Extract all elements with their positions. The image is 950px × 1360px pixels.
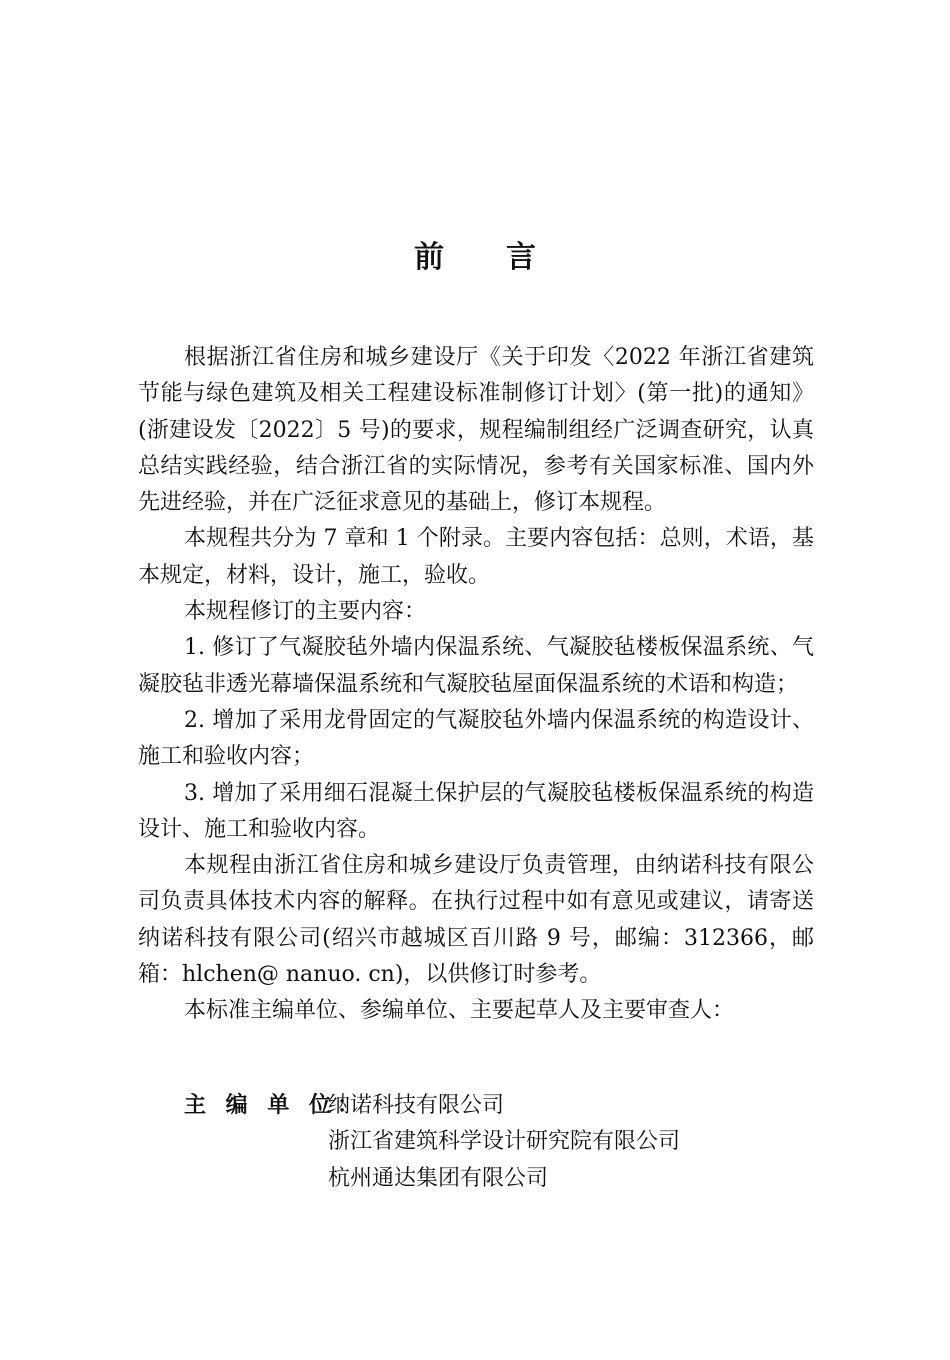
paragraph-revision-item-3: 3. 增加了采用细石混凝土保护层的气凝胶毡楼板保温系统的构造设计、施工和验收内容。 bbox=[138, 780, 814, 842]
chief-editor-unit: 杭州通达集团有限公司 bbox=[328, 1165, 549, 1191]
title-char-2: 言 bbox=[506, 240, 536, 275]
paragraph-basis: 根据浙江省住房和城乡建设厅《关于印发〈2022 年浙江省建筑节能与绿色建筑及相关工程建设标准制修订计划〉(第一批)的通知》(浙建设发〔2022〕5 号)的要求，规程编制组经广泛调查研究，认真总结实践经验，结合浙江省的实际情况，参考有关国家标准、国内外先进经验，并在广泛征求意见的基础上，修订本规程。 bbox=[138, 345, 814, 516]
paragraph-revision-item-1: 1. 修订了气凝胶毡外墙内保温系统、气凝胶毡楼板保温系统、气凝胶毡非透光幕墙保温系统和气凝胶毡屋面保温系统的术语和构造； bbox=[138, 635, 814, 697]
paragraph-units-intro: 本标准主编单位、参编单位、主要起草人及主要审查人： bbox=[184, 998, 735, 1024]
paragraph-revision-intro: 本规程修订的主要内容： bbox=[184, 599, 427, 625]
paragraph-revision-item-2: 2. 增加了采用龙骨固定的气凝胶毡外墙内保温系统的构造设计、施工和验收内容； bbox=[138, 707, 814, 770]
title-char-1: 前 bbox=[414, 240, 444, 275]
paragraph-structure: 本规程共分为 7 章和 1 个附录。主要内容包括：总则，术语，基本规定，材料，设计，施工，验收。 bbox=[138, 526, 814, 588]
paragraph-management: 本规程由浙江省住房和城乡建设厅负责管理，由纳诺科技有限公司负责具体技术内容的解释。在执行过程中如有意见或建议，请寄送纳诺科技有限公司(绍兴市越城区百川路 9 号，邮编：312366，邮箱：hlchen@ nanuo. cn)，以供修订时参考。 bbox=[138, 853, 814, 988]
chief-editor-unit: 纳诺科技有限公司 bbox=[328, 1093, 505, 1118]
chief-editors-label: 主 编 单 位： bbox=[184, 1093, 365, 1118]
preface-body bbox=[138, 340, 814, 1030]
chief-editors-block bbox=[184, 1088, 680, 1197]
chief-editor-unit: 浙江省建筑科学设计研究院有限公司 bbox=[328, 1129, 681, 1155]
page-title bbox=[0, 232, 950, 276]
